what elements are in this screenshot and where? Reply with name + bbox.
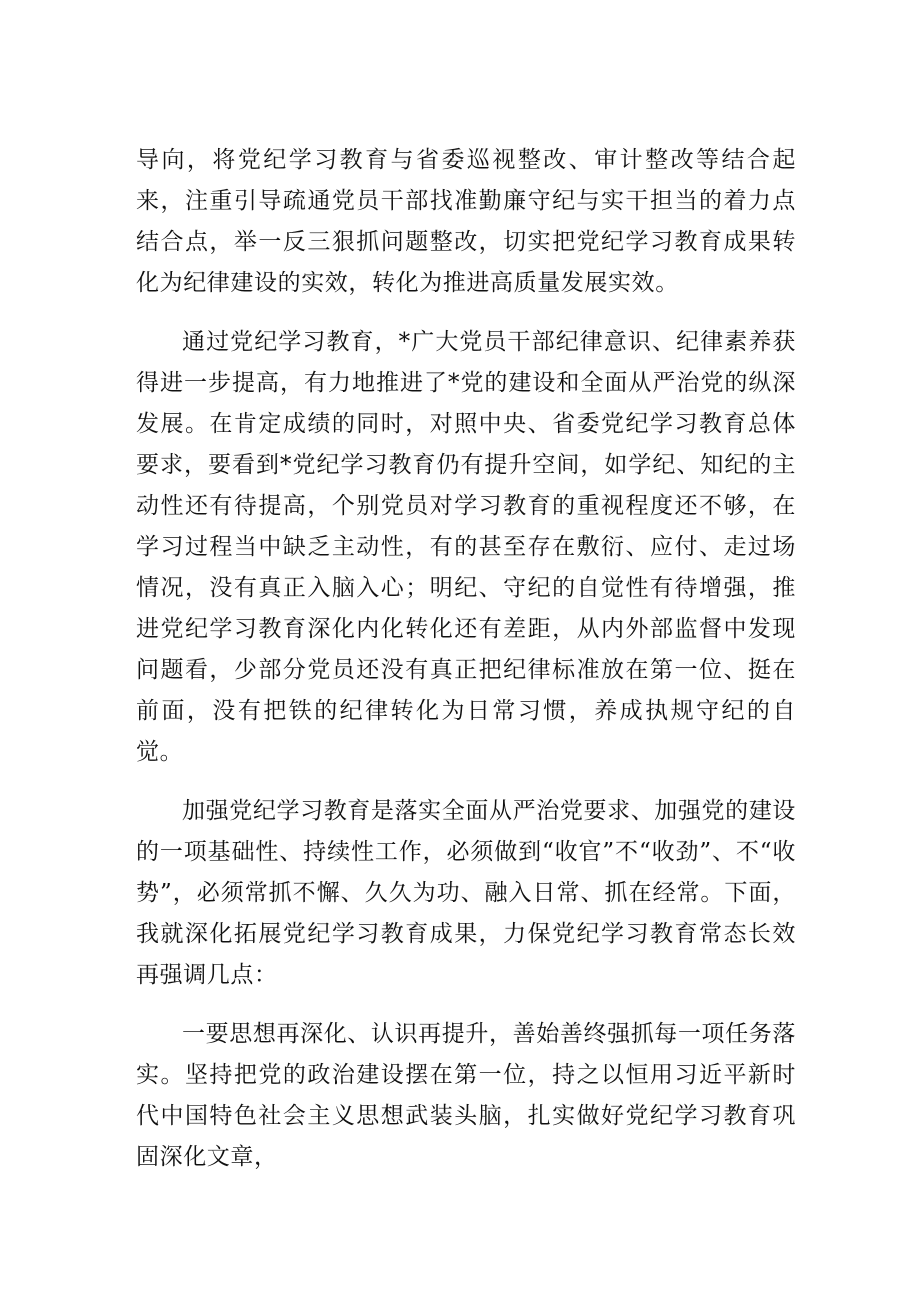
paragraph-1: 导向，将党纪学习教育与省委巡视整改、审计整改等结合起来，注重引导疏通党员干部找准勤廉守纪与实干担当的着力点结合点，举一反三狠抓问题整改，切实把党纪学习教育成果转化为纪律建设的实效，转化为推进高质量发展实效。 (136, 147, 796, 296)
paragraph-2: 通过党纪学习教育，*广大党员干部纪律意识、纪律素养获得进一步提高，有力地推进了*党的建设和全面从严治党的纵深发展。在肯定成绩的同时，对照中央、省委党纪学习教育总体要求，要看到*党纪学习教育仍有提升空间，如学纪、知纪的主动性还有待提高，个别党员对学习教育的重视程度还不够，在学习过程当中缺乏主动性，有的甚至存在敷衍、应付、走过场情况，没有真正入脑入心；明纪、守纪的自觉性有待增强，推进党纪学习教育深化内化转化还有差距，从内外部监督中发现问题看，少部分党员还没有真正把纪律标准放在第一位、挺在前面，没有把铁的纪律转化为日常习惯，养成执规守纪的自觉。 (136, 329, 796, 765)
paragraph-3: 加强党纪学习教育是落实全面从严治党要求、加强党的建设的一项基础性、持续性工作，必须做到“收官”不“收劲”、不“收势”，必须常抓不懈、久久为功、融入日常、抓在经常。下面，我就深化拓展党纪学习教育成果，力保党纪学习教育常态长效再强调几点： (136, 798, 796, 988)
paragraph-4: 一要思想再深化、认识再提升，善始善终强抓每一项任务落实。坚持把党的政治建设摆在第一位，持之以恒用习近平新时代中国特色社会主义思想武装头脑，扎实做好党纪学习教育巩固深化文章， (136, 1021, 796, 1170)
document-page (136, 140, 796, 1178)
